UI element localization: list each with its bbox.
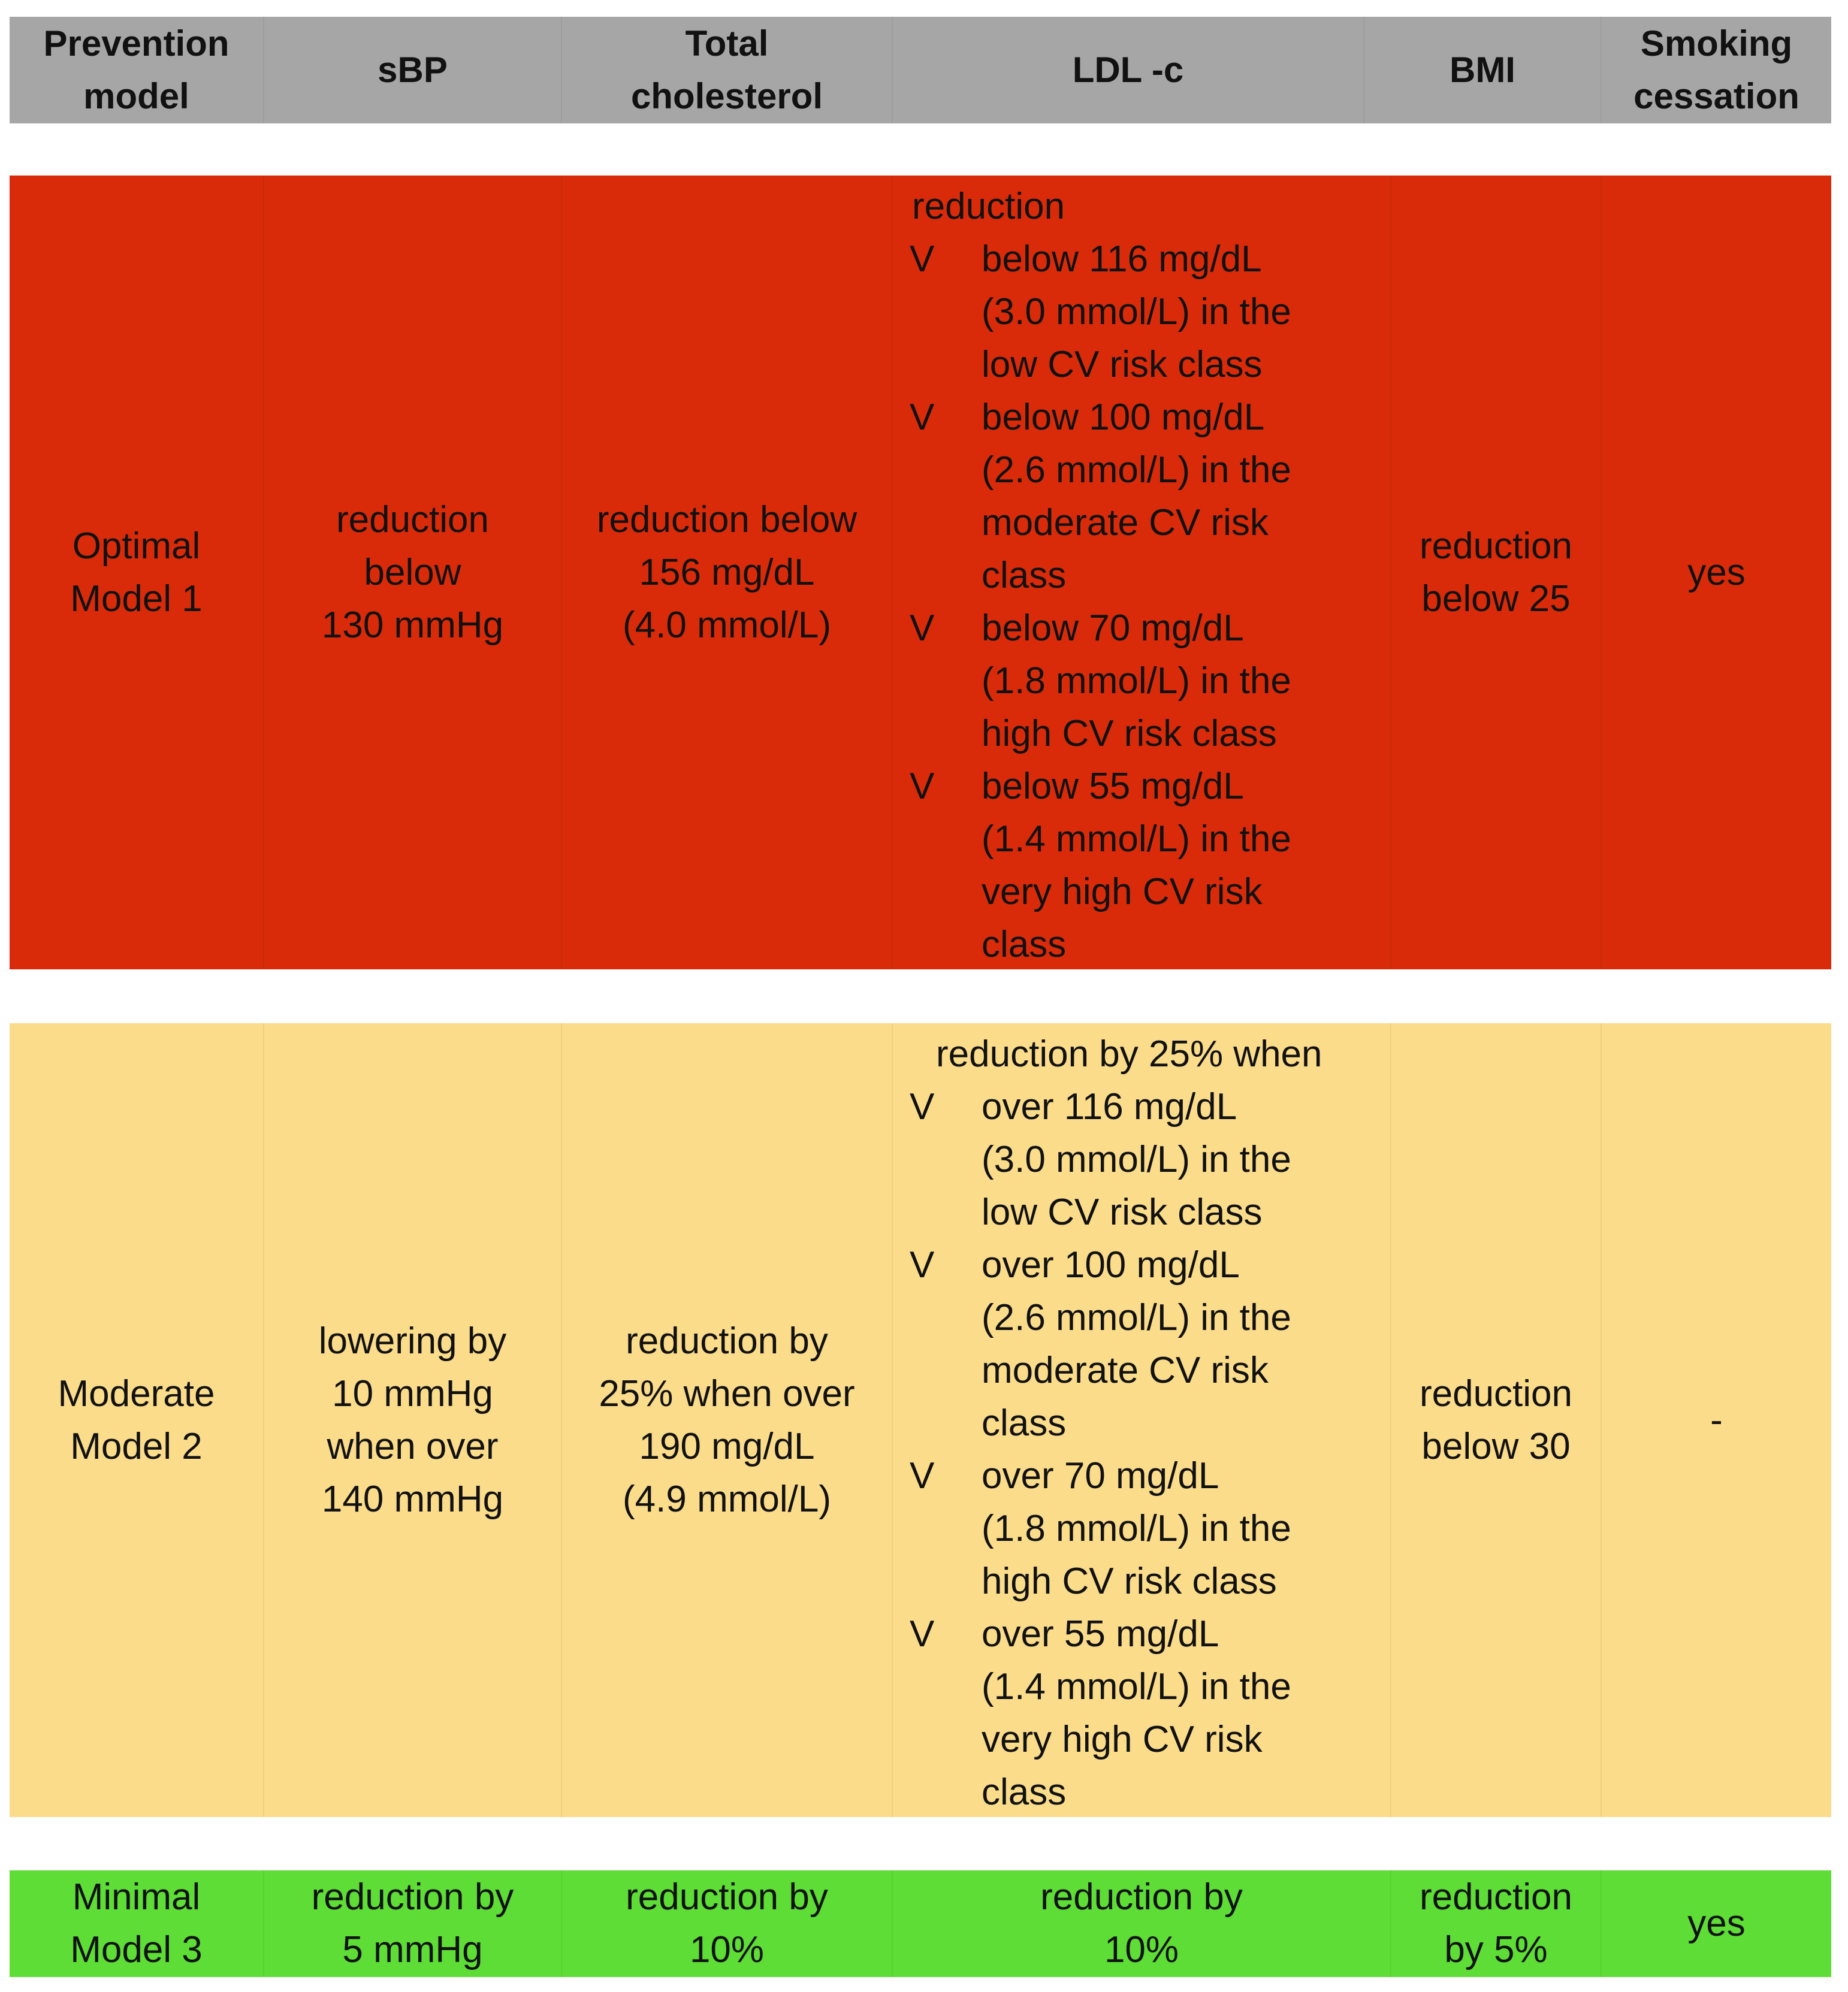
check-mark-icon: V: [910, 397, 935, 438]
cell-text-line: -: [1710, 1399, 1723, 1441]
ldl-list-item: [910, 391, 1291, 602]
cell-text-line: (4.9 mmol/L): [623, 1478, 831, 1520]
table-header-row: [10, 17, 1831, 123]
header-bmi: [1364, 17, 1602, 123]
cell-text-line: Minimal: [72, 1876, 201, 1918]
moderate-total-cholesterol-cell: [562, 1023, 893, 1817]
cell-text-line: 10 mmHg: [332, 1373, 493, 1414]
ldl-list-item-line: over 116 mg/dL: [982, 1086, 1237, 1128]
table-row-optimal-model-1: [10, 176, 1831, 969]
cell-text-line: Smoking: [1640, 23, 1793, 64]
cell-text-line: reduction below: [596, 498, 857, 540]
cell-text-line: model: [83, 76, 189, 116]
ldl-list-item-line: over 100 mg/dL: [982, 1244, 1240, 1286]
cell-text-line: Model 2: [70, 1425, 203, 1467]
header-total-cholesterol: [562, 17, 893, 123]
ldl-list-item: [910, 1450, 1291, 1608]
cell-text-line: 190 mg/dL: [639, 1425, 815, 1467]
ldl-list-item: [910, 1081, 1291, 1239]
ldl-list-item-line: (1.8 mmol/L) in the: [982, 1508, 1291, 1549]
minimal-sbp-cell: [264, 1870, 562, 1977]
ldl-list-item-line: very high CV risk: [982, 1719, 1263, 1760]
cell-text-line: below 25: [1421, 578, 1571, 619]
cell-text-line: reduction: [1419, 1373, 1573, 1414]
ldl-list-item-line: moderate CV risk: [982, 502, 1269, 543]
moderate-ldl-cell: [893, 1023, 1391, 1817]
cell-text-line: 25% when over: [599, 1373, 855, 1414]
ldl-list-item-line: class: [982, 555, 1067, 596]
cell-text-line: LDL -c: [1072, 50, 1184, 90]
moderate-bmi-cell: [1391, 1023, 1602, 1817]
optimal-bmi-cell: [1391, 176, 1602, 969]
ldl-list-item-line: moderate CV risk: [982, 1350, 1269, 1391]
ldl-list-item-line: class: [982, 1772, 1067, 1813]
cell-text-line: Total: [685, 23, 769, 64]
table-row-moderate-model-2: [10, 1023, 1831, 1817]
moderate-sbp-cell: [264, 1023, 562, 1817]
ldl-list-item-line: low CV risk class: [982, 1192, 1263, 1233]
ldl-list-item-line: high CV risk class: [982, 713, 1277, 754]
cell-text-line: 140 mmHg: [321, 1478, 504, 1520]
ldl-list-item-line: (3.0 mmol/L) in the: [982, 1139, 1291, 1180]
cell-text-line: yes: [1687, 551, 1746, 593]
cell-text-line: by 5%: [1444, 1929, 1548, 1970]
header-smoking-cessation: [1602, 17, 1831, 123]
minimal-model-cell: [10, 1870, 264, 1977]
ldl-list-item-line: below 116 mg/dL: [982, 238, 1262, 280]
ldl-list-item-line: below 100 mg/dL: [982, 397, 1265, 438]
cell-text-line: reduction by: [1040, 1876, 1243, 1918]
cell-text-line: 130 mmHg: [321, 604, 504, 646]
cell-text-line: yes: [1687, 1903, 1746, 1944]
cell-text-line: when over: [327, 1425, 499, 1467]
optimal-total-cholesterol-cell: [562, 176, 893, 969]
cell-text-line: cessation: [1633, 76, 1799, 116]
cell-text-line: sBP: [378, 50, 448, 90]
minimal-smoking-cell: [1602, 1870, 1831, 1977]
ldl-list-item: [910, 602, 1291, 760]
cell-text-line: reduction: [336, 498, 490, 540]
optimal-model-cell: [10, 176, 264, 969]
ldl-list-item-line: (2.6 mmol/L) in the: [982, 1297, 1291, 1338]
cell-text-line: Model 3: [70, 1929, 203, 1970]
check-mark-icon: V: [910, 1613, 935, 1655]
header-sbp: [264, 17, 562, 123]
header-prevention-model: [10, 17, 264, 123]
moderate-smoking-cell: [1602, 1023, 1831, 1817]
ldl-list-item-line: below 55 mg/dL: [982, 766, 1244, 807]
ldl-list-item-line: (1.4 mmol/L) in the: [982, 1666, 1291, 1707]
ldl-list-item: [910, 1239, 1291, 1450]
minimal-total-cholesterol-cell: [562, 1870, 893, 1977]
cell-text-line: 10%: [1104, 1929, 1179, 1970]
cell-text-line: Model 1: [70, 578, 203, 619]
optimal-sbp-cell: [264, 176, 562, 969]
cell-text-line: below 30: [1421, 1425, 1571, 1467]
ldl-list-item-line: (1.8 mmol/L) in the: [982, 660, 1291, 702]
check-mark-icon: V: [910, 1244, 935, 1286]
ldl-list-item-line: below 70 mg/dL: [982, 607, 1244, 649]
ldl-list-item-line: high CV risk class: [982, 1561, 1277, 1602]
ldl-list-item-line: (3.0 mmol/L) in the: [982, 291, 1291, 332]
minimal-bmi-cell: [1391, 1870, 1602, 1977]
ldl-list-item-line: over 70 mg/dL: [982, 1455, 1219, 1497]
header-ldl-c: [893, 17, 1364, 123]
ldl-list-item-line: very high CV risk: [982, 871, 1263, 912]
check-mark-icon: V: [910, 1086, 935, 1128]
ldl-list-item: [910, 760, 1291, 971]
check-mark-icon: V: [910, 766, 935, 807]
moderate-model-cell: [10, 1023, 264, 1817]
table-row-minimal-model-3: [10, 1870, 1831, 1977]
optimal-smoking-cell: [1602, 176, 1831, 969]
cell-text-line: reduction by: [311, 1876, 514, 1918]
ldl-intro-text: reduction: [912, 186, 1065, 227]
optimal-ldl-cell: [893, 176, 1391, 969]
ldl-list-item: [910, 1608, 1291, 1819]
cell-text-line: cholesterol: [630, 76, 823, 116]
check-mark-icon: V: [910, 607, 935, 649]
cell-text-line: Optimal: [72, 525, 201, 567]
ldl-list-item-line: (1.4 mmol/L) in the: [982, 818, 1291, 860]
ldl-list-item-line: over 55 mg/dL: [982, 1613, 1219, 1655]
cell-text-line: reduction: [1419, 1876, 1573, 1918]
ldl-list-item-line: low CV risk class: [982, 344, 1263, 385]
cell-text-line: lowering by: [318, 1320, 507, 1362]
ldl-list-item: [910, 233, 1291, 391]
cell-text-line: 10%: [689, 1929, 765, 1970]
cell-text-line: reduction by: [626, 1320, 828, 1362]
cell-text-line: Moderate: [58, 1373, 215, 1414]
cell-text-line: reduction by: [626, 1876, 828, 1918]
cell-text-line: 5 mmHg: [342, 1929, 483, 1970]
cell-text-line: Prevention: [43, 23, 230, 64]
minimal-ldl-cell: [893, 1870, 1391, 1977]
check-mark-icon: V: [910, 1455, 935, 1497]
cell-text-line: BMI: [1450, 50, 1515, 90]
cell-text-line: reduction: [1419, 525, 1573, 567]
ldl-intro-text: reduction by 25% when: [936, 1033, 1322, 1075]
cell-text-line: 156 mg/dL: [639, 551, 815, 593]
cell-text-line: below: [364, 551, 461, 593]
ldl-list-item-line: (2.6 mmol/L) in the: [982, 449, 1291, 491]
ldl-list-item-line: class: [982, 924, 1067, 965]
cell-text-line: (4.0 mmol/L): [623, 604, 831, 646]
ldl-list-item-line: class: [982, 1402, 1067, 1444]
check-mark-icon: V: [910, 238, 935, 280]
